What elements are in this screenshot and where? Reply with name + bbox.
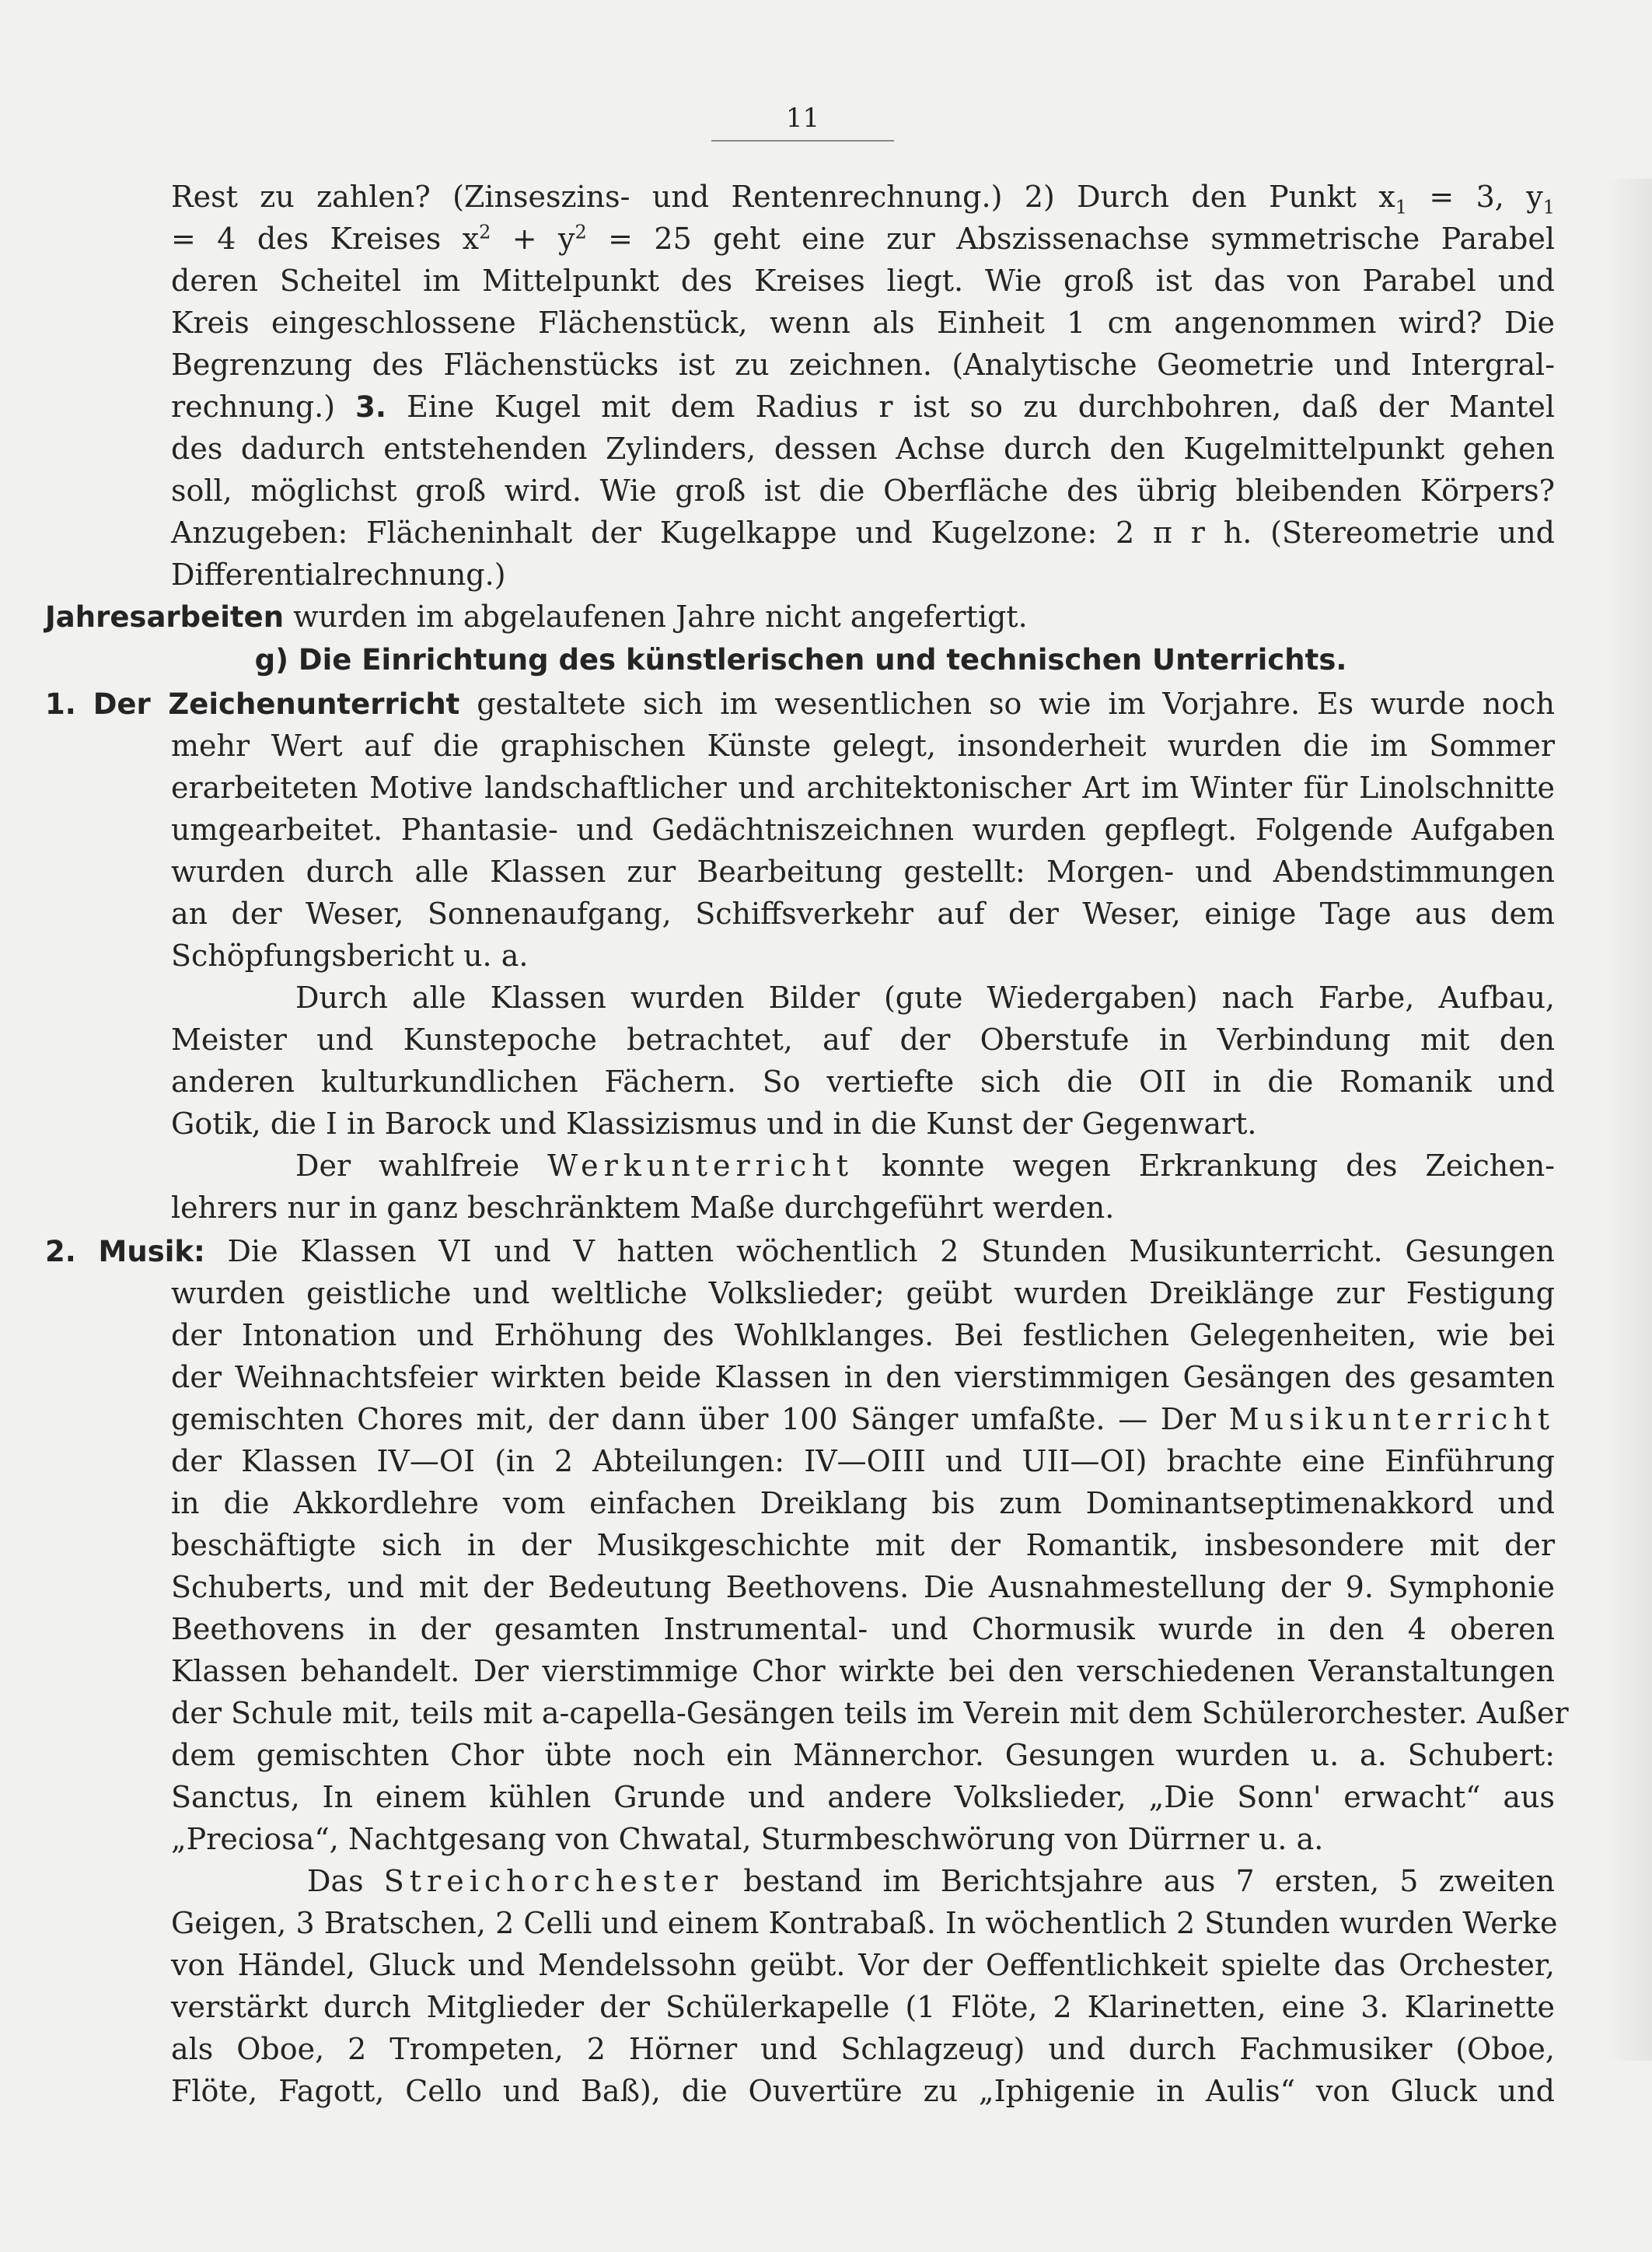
text-line: lehrers nur in ganz beschränktem Maße durchgeführt werden. [171,1191,1115,1225]
text-line: Differentialrechnung.) [171,558,506,592]
text-line: Rest zu zahlen? (Zinseszins- und Rentenrechnung.) 2) Durch den Punkt $x_1 = 3$, $y_1$ [171,180,1555,219]
text-line: Flöte, Fagott, Cello und Baß), die Ouvertüre zu „Iphigenie in Aulis“ von Gluck und [171,2074,1555,2108]
text-line: Anzugeben: Flächeninhalt der Kugelkappe und Kugelzone: 2 π r h. (Stereometrie und [171,516,1555,550]
text-line: in die Akkordlehre vom einfachen Dreiklang bis zum Dominantseptimenakkord und [171,1486,1555,1520]
page-number-rule [711,140,894,142]
text-line: Meister und Kunstepoche betrachtet, auf der Oberstufe in Verbindung mit den [171,1023,1555,1057]
text-line: = 4 des Kreises $x^2 + y^2 = 25$ geht eine zur Abszissenachse symmetrische Parabel [171,221,1555,256]
text-line: deren Scheitel im Mittelpunkt des Kreises liegt. Wie groß ist das von Parabel und [171,264,1555,298]
text-line: Begrenzung des Flächenstücks ist zu zeichnen. (Analytische Geometrie und Intergral- [171,348,1555,382]
text-line: an der Weser, Sonnenaufgang, Schiffsverkehr auf der Weser, einige Tage aus dem [171,897,1555,931]
text-line: Durch alle Klassen wurden Bilder (gute Wiedergaben) nach Farbe, Aufbau, [295,981,1555,1015]
text-line: Schöpfungsbericht u. a. [171,939,529,973]
text-line: der Schule mit, teils mit a-capella-Gesängen teils im Verein mit dem Schülerorchester. Außer [171,1696,1569,1730]
text-line: Klassen behandelt. Der vierstimmige Chor wirkte bei den verschiedenen Veranstaltungen [171,1654,1555,1688]
text-line: soll, möglichst groß wird. Wie groß ist die Oberfläche des übrig bleibenden Körpers? [171,474,1555,508]
text-line: erarbeiteten Motive landschaftlicher und architektonischer Art im Winter für Linolschnitte [171,771,1555,805]
section-heading: g) Die Einrichtung des künstlerischen und technischen Unterrichts. [254,643,1347,677]
text-line: Beethovens in der gesamten Instrumental- und Chormusik wurde in den 4 oberen [171,1612,1555,1646]
text-line: dem gemischten Chor übte noch ein Männerchor. Gesungen wurden u. a. Schubert: [171,1738,1555,1772]
page-edge-shadow [1605,179,1652,2061]
text-line: wurden geistliche und weltliche Volkslieder; geübt wurden Dreiklänge zur Festigung [171,1276,1555,1310]
text-line: Kreis eingeschlossene Flächenstück, wenn als Einheit 1 cm angenommen wird? Die [171,306,1555,340]
text-line: als Oboe, 2 Trompeten, 2 Hörner und Schlagzeug) und durch Fachmusiker (Oboe, [171,2032,1555,2066]
text-line: umgearbeitet. Phantasie- und Gedächtniszeichnen wurden gepflegt. Folgende Aufgaben [171,813,1555,847]
musik-heading-line: 2. Musik: Die Klassen VI und V hatten wöchentlich 2 Stunden Musikunterricht. Gesungen [45,1234,1555,1268]
zeichen-heading-line: 1. Der Zeichenunterricht gestaltete sich im wesentlichen so wie im Vorjahre. Es wurde noch [45,687,1555,721]
jahresarbeiten-line: Jahresarbeiten wurden im abgelaufenen Jahre nicht angefertigt. [45,600,1028,634]
text-line: der Klassen IV—OI (in 2 Abteilungen: IV—OIII und UII—OI) brachte eine Einführung [171,1444,1555,1478]
text-line: mehr Wert auf die graphischen Künste gelegt, insonderheit wurden die im Sommer [171,729,1555,763]
text-line: des dadurch entstehenden Zylinders, dessen Achse durch den Kugelmittelpunkt gehen [171,432,1555,466]
text-line: verstärkt durch Mitglieder der Schülerkapelle (1 Flöte, 2 Klarinetten, eine 3. Klarinette [171,1990,1555,2024]
text-line: beschäftigte sich in der Musikgeschichte mit der Romantik, insbesondere mit der [171,1528,1555,1562]
text-line: gemischten Chores mit, der dann über 100 Sänger umfaßte. — Der Musikunterricht [171,1402,1555,1436]
text-line: rechnung.) 3. Eine Kugel mit dem Radius r ist so zu durchbohren, daß der Mantel [171,390,1555,424]
text-line: Schuberts, und mit der Bedeutung Beethovens. Die Ausnahmestellung der 9. Symphonie [171,1570,1555,1604]
text-line: der Intonation und Erhöhung des Wohlklanges. Bei festlichen Gelegenheiten, wie bei [171,1318,1555,1352]
text-line: Geigen, 3 Bratschen, 2 Celli und einem Kontrabaß. In wöchentlich 2 Stunden wurden Werke [171,1906,1558,1940]
text-line: anderen kulturkundlichen Fächern. So vertiefte sich die OII in die Romanik und [171,1065,1555,1099]
text-line: wurden durch alle Klassen zur Bearbeitung gestellt: Morgen- und Abendstimmungen [171,855,1555,889]
text-line: Das Streichorchester bestand im Berichtsjahre aus 7 ersten, 5 zweiten [307,1864,1556,1898]
text-line: Sanctus, In einem kühlen Grunde und andere Volkslieder, „Die Sonn' erwacht“ aus [171,1780,1555,1814]
text-line: der Weihnachtsfeier wirkten beide Klassen in den vierstimmigen Gesängen des gesamten [171,1360,1555,1394]
text-line: Der wahlfreie Werkunterricht konnte wegen Erkrankung des Zeichen- [295,1149,1556,1183]
text-line: von Händel, Gluck und Mendelssohn geübt. Vor der Oeffentlichkeit spielte das Orchester, [171,1948,1555,1982]
page-number: 11 [785,103,820,134]
text-line: Gotik, die I in Barock und Klassizismus und in die Kunst der Gegenwart. [171,1107,1257,1141]
text-line: „Preciosa“, Nachtgesang von Chwatal, Sturmbeschwörung von Dürrner u. a. [171,1822,1324,1856]
